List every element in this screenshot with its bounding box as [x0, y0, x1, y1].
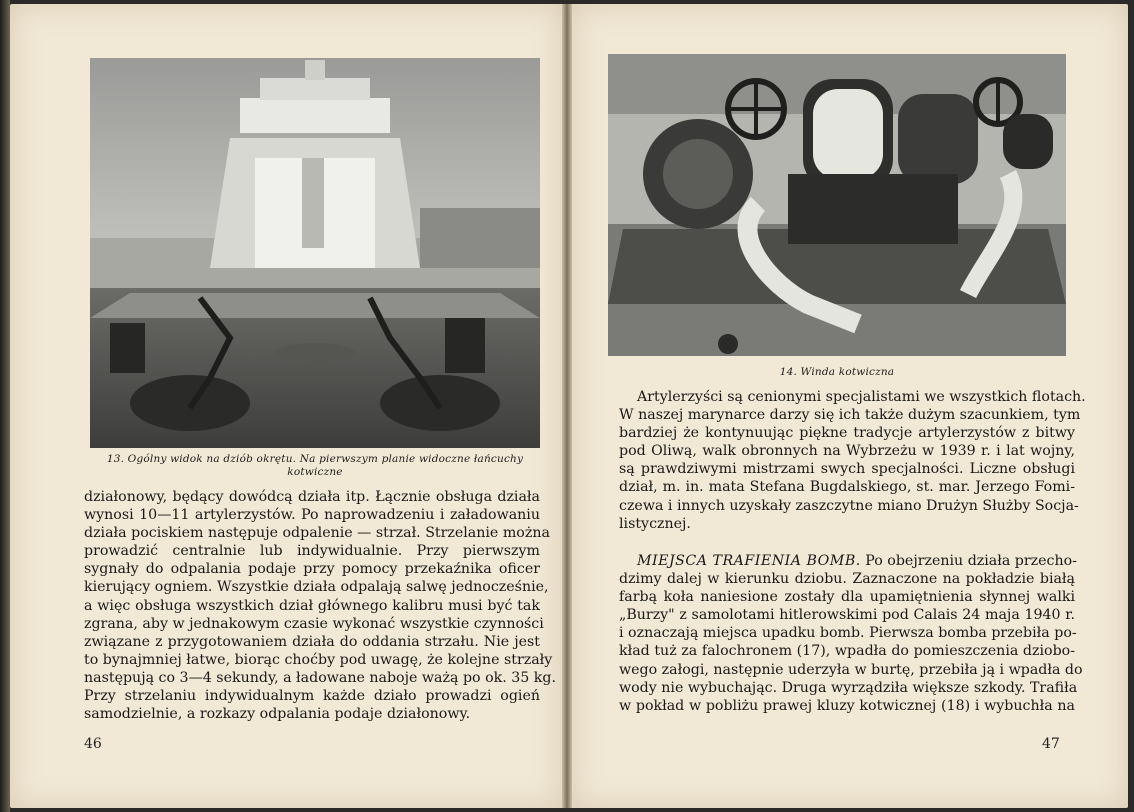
text-line-with-heading: [619, 552, 1075, 570]
text-line: pod Oliwą, walk obronnych na Wybrzeżu w 1939 r. i lat wojny,: [619, 443, 1075, 460]
text-line: i oznaczają miejsca upadku bomb. Pierwsza bomba przebiła po-: [619, 625, 1077, 642]
text-line: sygnały do odpalania podaje przy pomocy przekaźnika oficer: [84, 561, 540, 578]
text-line: „Burzy" z samolotami hitlerowskimi pod Calais 24 maja 1940 r.: [619, 607, 1075, 624]
text-line: są prawdziwymi mistrzami swych specjalności. Liczne obsługi: [619, 461, 1075, 478]
right-page: [572, 4, 1128, 808]
left-page: [10, 4, 562, 808]
text-line: to bynajmniej łatwe, biorąc choćby pod uwagę, że kolejne strzały: [84, 651, 553, 668]
text-line: listycznej.: [619, 515, 691, 532]
photo-ship-bow: [90, 58, 540, 448]
text-line: bardziej że kontynuując piękne tradycje artylerzystów z bitwy: [619, 425, 1075, 442]
text-line: W naszej marynarce darzy się ich także dużym szacunkiem, tym: [619, 407, 1081, 424]
text-line: w pokład w pobliżu prawej kluzy kotwicznej (18) i wybuchła na: [619, 697, 1075, 714]
page-number-right: 47: [1042, 736, 1060, 752]
book-gutter: [562, 4, 572, 808]
left-body-text: [84, 488, 556, 723]
caption-line-1: 13. Ogólny widok na dziób okrętu. Na pierwszym planie widoczne łańcuchy: [106, 453, 524, 465]
text-line: wego załogi, następnie uderzyła w burtę, przebiła ją i wpadła do: [619, 661, 1083, 678]
text-line: działonowy, będący dowódcą działa itp. Łącznie obsługa działa: [84, 489, 540, 505]
text-line: wody nie wybuchając. Druga wyrządziła większe szkody. Trafiła: [619, 679, 1078, 696]
figure-caption-13: [82, 453, 548, 479]
text-line: kład tuż za falochronem (17), wpadła do pomieszczenia dziobo-: [619, 643, 1075, 660]
text-line: działa pociskiem następuje odpalenie — strzał. Strzelanie można: [84, 525, 550, 542]
heading-continuation: Po obejrzeniu działa przecho-: [860, 553, 1077, 569]
text-line: dzimy dalej w kierunku dziobu. Zaznaczone na pokładzie białą: [619, 571, 1075, 588]
figure-caption-14: 14. Winda kotwiczna: [779, 366, 895, 378]
text-line: wynosi 10—11 artylerzystów. Po naprowadzeniu i załadowaniu: [84, 507, 540, 524]
text-line: a więc obsługa wszystkich dział głównego kalibru musi być tak: [84, 597, 540, 614]
text-line: związane z przygotowaniem działa do oddania strzału. Nie jest: [84, 633, 540, 650]
text-line: prowadzić centralnie lub indywidualnie. Przy pierwszym: [84, 543, 540, 560]
page-number-left: 46: [84, 736, 102, 752]
text-line: samodzielnie, a rozkazy odpalania podaje działonowy.: [84, 706, 471, 723]
text-line: Przy strzelaniu indywidualnym każde działo prowadzi ogień: [84, 688, 540, 705]
text-line: dział, m. in. mata Stefana Bugdalskiego, st. mar. Jerzego Fomi-: [619, 479, 1075, 496]
book-edge: [0, 0, 10, 812]
photo-anchor-windlass: [608, 54, 1066, 356]
text-line: następują co 3—4 sekundy, a ładowane naboje ważą po ok. 35 kg.: [84, 669, 556, 686]
text-line: kierujący ogniem. Wszystkie działa odpalają salwę jednocześnie,: [84, 579, 549, 596]
anchor-windlass-image: [608, 54, 1066, 356]
section-heading: MIEJSCA TRAFIENIA BOMB.: [637, 553, 861, 569]
ship-bow-image: [90, 58, 540, 448]
right-body-text-1: [619, 388, 1086, 533]
text-line: zgrana, aby w jednakowym czasie wykonać wszystkie czynności: [84, 615, 544, 632]
text-line: Artylerzyści są cenionymi specjalistami we wszystkich flotach.: [637, 389, 1086, 405]
text-line: czewa i innych uzyskały zaszczytne miano Drużyn Służby Socja-: [619, 497, 1079, 514]
text-line: farbą koła naniesione zostały dla upamiętnienia słynnej walki: [619, 589, 1075, 606]
caption-line-2: kotwiczne: [287, 466, 343, 478]
right-body-text-2: [619, 552, 1083, 715]
